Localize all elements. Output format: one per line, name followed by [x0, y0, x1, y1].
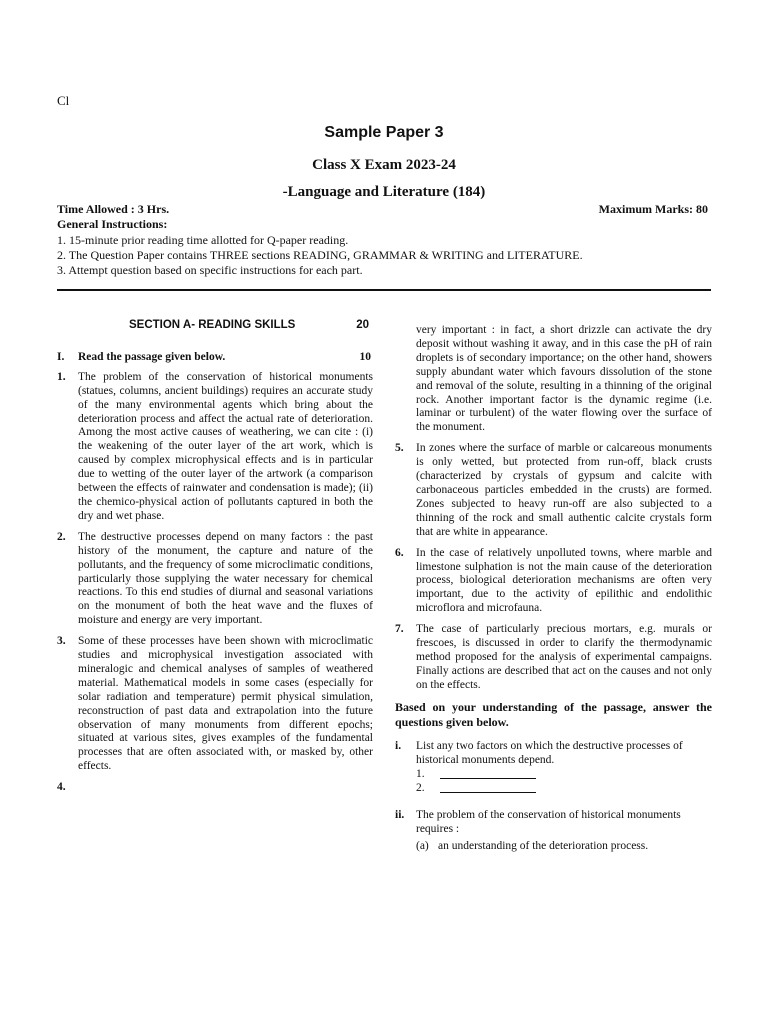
instruction-2: 2. The Question Paper contains THREE sections READING, GRAMMAR & WRITING and LITERATURE.: [57, 248, 583, 262]
instruction-3: 3. Attempt question based on specific instructions for each part.: [57, 263, 363, 277]
paragraph-number: 6.: [395, 546, 404, 559]
answer-blank[interactable]: [395, 767, 712, 781]
paragraph-number: 5.: [395, 442, 404, 455]
paper-title: Sample Paper 3: [324, 124, 444, 141]
question-marks: 10: [359, 350, 371, 363]
exam-title: Class X Exam 2023-24: [312, 157, 456, 173]
paragraph-text: In zones where the surface of marble or calcareous monuments is only wetted, but protected from run-off, black crusts (characterized by crystals of gypsum and calcite with carbonaceous particles embedded in the crusts) are formed. Zones subjected to heavy run-off are also subjected to a thinning of the rock and small authentic calcite crystals form that are white in appearance.: [416, 442, 712, 538]
paragraph-number: 2.: [57, 530, 66, 543]
paragraph-number: 7.: [395, 623, 404, 636]
exam-meta-row: [57, 202, 708, 217]
general-instructions-heading: General Instructions:: [57, 217, 168, 231]
question-text: List any two factors on which the destructive processes of historical monuments depend.: [416, 739, 683, 766]
paragraph-text: [78, 781, 373, 795]
paragraph-text: The case of particularly precious mortars, e.g. murals or frescoes, is discussed in order to clarify the thermodynamic method proposed for the analysis of experimental campaigns. Finally actions are described that act on the causes and not only on the effects.: [416, 623, 712, 691]
section-a-heading: [57, 319, 373, 333]
blank-line: [440, 781, 536, 793]
paragraph-number: 1.: [57, 370, 66, 383]
section-a-title: SECTION A- READING SKILLS: [129, 319, 296, 331]
option-text: an understanding of the deterioration process.: [438, 840, 649, 853]
question-text: The problem of the conservation of historical monuments requires :: [416, 809, 681, 836]
passage-paragraph: [57, 635, 373, 774]
question-item: [395, 809, 712, 837]
blank-number: 1.: [416, 768, 425, 781]
question-item: [395, 740, 712, 768]
paragraph-text: Some of these processes have been shown with microclimatic studies and microphysical investigation associated with mineralogic and chemical analyses of samples of weathered material. Mathematical models in some cases (especially for solar radiation and temperature) permit physical simulation, reconstruction of past data and extrapolation into the future observation of many monuments from different epochs; situated at various sites, gives examples of the fundamental processes that are often associated with, or masked by, other effects.: [78, 635, 373, 773]
question-number: i.: [395, 739, 402, 752]
right-column: [395, 324, 712, 854]
instruction-1: 1. 15-minute prior reading time allotted for Q-paper reading.: [57, 233, 349, 247]
paragraph-text: The destructive processes depend on many factors : the past history of the monument, the capture and nature of the pollutants, and the frequency of some microclimatic conditions, particularly those supplying the water necessary for chemical reactions. To this end studies of diurnal and seasonal variations on the monument of both the heat wave and the fluxes of moisture and energy are very important.: [78, 530, 373, 627]
paragraph-number: 3.: [57, 635, 66, 648]
passage-paragraph: [395, 442, 712, 539]
paragraph-text: The problem of the conservation of historical monuments (statues, columns, ancient buildings) requires an accurate study of the many environmental agents which bring about the deterioration process and affect the actual rate of deterioration. Among the most active causes of weathering, we can cite : (i) the weakening of the outer layer of the art work, which is caused by complex microphysical effects and is in particular due to wetting of the outer layer of the artwork (a comparison between the effects of rainwater and condensation is made); (ii) the chemico-physical action of pollutants captured in both the dry and wet phase.: [78, 370, 373, 522]
question-number: ii.: [395, 809, 405, 822]
passage-paragraph: [57, 531, 373, 628]
option-label: (a): [416, 840, 429, 853]
time-allowed: Time Allowed : 3 Hrs.: [57, 202, 170, 216]
header-divider: [57, 289, 711, 291]
blank-line: [440, 767, 536, 779]
blank-number: 2.: [416, 782, 425, 795]
section-a-marks: 20: [356, 319, 369, 331]
paragraph-text: In the case of relatively unpolluted towns, where marble and limestone sulphation is not the main cause of the deterioration process, biological deterioration mechanisms are often very important, due to the activity of epilithic and endolithic microflora and microfauna.: [416, 546, 712, 615]
passage-paragraph: [395, 623, 712, 693]
left-column: [57, 319, 373, 802]
page-corner-mark: Cl: [57, 93, 70, 108]
question-number: I.: [57, 350, 65, 363]
passage-paragraph: [57, 371, 373, 524]
maximum-marks: Maximum Marks: 80: [598, 202, 708, 216]
paragraph-number: 4.: [57, 781, 66, 794]
passage-continuation: very important : in fact, a short drizzle can activate the dry deposit without washing it away, and in this case the pH of rain droplets is of secondary importance; on the other hand, showers supply abundant water which favours dissolution of the stone and removal of the solute, resulting in a thinning of the original rock. Another important factor is the dynamic regime (i.e. laminar or turbulent) of the water flowing over the surface of the monument.: [416, 324, 712, 434]
answer-instructions: Based on your understanding of the passage, answer the questions given below.: [395, 699, 712, 730]
subject-title: -Language and Literature (184): [282, 184, 486, 200]
question-i-heading: [57, 351, 373, 365]
question-text: Read the passage given below.: [78, 350, 226, 363]
answer-blank[interactable]: [395, 781, 712, 795]
passage-paragraph: [57, 781, 373, 795]
passage-paragraph: [395, 547, 712, 617]
answer-option[interactable]: [395, 840, 712, 854]
